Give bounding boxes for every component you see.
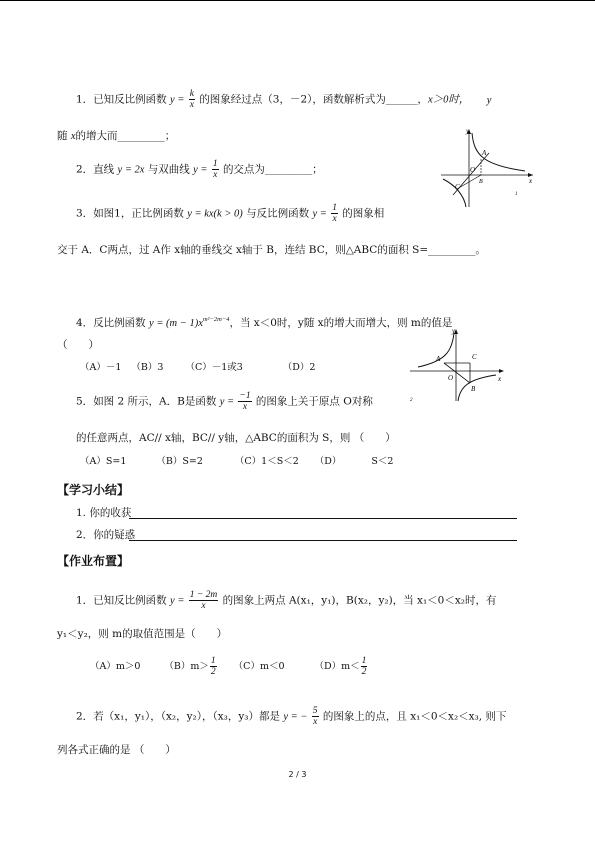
q1-text-a: 已知反比例函数	[93, 93, 167, 106]
q1-eq: y =	[170, 94, 185, 106]
summary-item-doubt: 2．你的疑惑	[76, 529, 136, 541]
hw1-line2: y₁＜y₂，则 m的取值范围是（ ）	[57, 628, 228, 640]
summary-heading: 【学习小结】	[57, 483, 130, 497]
fig1-curve-q1	[472, 133, 525, 171]
q4-option-c: （C）－1或3	[185, 362, 243, 373]
fig1-label-b: B	[479, 179, 483, 185]
page-number: 2 / 3	[288, 770, 307, 779]
summary-item-gain: 1. 你的收获	[76, 507, 132, 519]
hw2-line1: 2．若（x₁，y₁），（x₂，y₂），（x₃，y₃）都是 y = − $\frac{5}{x}$ 的图象上的点，且 x₁＜0＜x₂＜x₃, 则下	[76, 706, 507, 727]
header-rule	[0, 0, 595, 1]
q5-fraction: $\frac{-1}{x}$	[239, 391, 251, 412]
q5-line2: 的任意两点，AC// x轴，BC// y轴，△ABC的面积为 S，则 （ ）	[76, 432, 396, 444]
q5-option-c: （C）1＜S＜2	[234, 456, 299, 467]
q1-number: 1．	[76, 93, 94, 106]
q2-fraction: $\frac{1}{x}$	[212, 159, 218, 180]
figure-1	[437, 125, 537, 210]
figure-2	[408, 325, 506, 403]
hw1-option-b: （B）m＞	[164, 661, 209, 672]
q1-cond: x＞0时，	[427, 94, 470, 106]
fig2-caption: 2	[410, 398, 413, 403]
hw1-options: （A）m＞0 （B）m＞ $\frac{1}{2}$ （C）m＜0 （D）m＜ $\frac{1}{2}$	[90, 656, 367, 677]
q5-line1: 5．如图 2 所示，A．B是函数 y = $\frac{-1}{x}$ 的图象上关于原点 O对称	[76, 391, 373, 412]
q4-line1: 4．反比例函数 $y = (m - 1)x^{m^2-2m-4}$，当 x＜0时，y随 x的增大而增大，则 m的值是	[76, 316, 453, 329]
fig1-label-x: x	[529, 177, 533, 185]
fig1-label-c: C	[455, 183, 460, 191]
hw1-option-a: （A）m＞0	[90, 661, 141, 672]
fig2-label-o: O	[448, 374, 454, 382]
q1-line1	[76, 89, 491, 110]
q4-option-b: （B）3	[131, 362, 164, 373]
q1-line2: 随 x的增大而_________；	[57, 130, 176, 142]
fig2-label-x: x	[498, 375, 502, 383]
fig2-label-y: y	[452, 327, 456, 335]
q1-fraction: $\frac{k}{x}$	[189, 89, 194, 110]
hw2-fraction: $\frac{5}{x}$	[312, 706, 318, 727]
q5-option-d: （D）	[314, 456, 342, 467]
q4-option-d: （D）2	[282, 362, 316, 373]
q4-option-a: （A）－1	[80, 362, 122, 373]
hw1-option-c: （C）m＜0	[233, 661, 285, 672]
q4-options	[80, 361, 315, 375]
fig1-label-a: A	[482, 149, 487, 157]
hw1-line1: 1．已知反比例函数 y = $\frac{1 - 2m}{x}$ 的图象上两点 A(x₁，y₁)，B(x₂，y₂)，当 x₁＜0＜x₂时，有	[76, 590, 497, 611]
q1-y: y	[486, 94, 492, 106]
fig1-label-o: O	[470, 166, 476, 174]
hw1-option-d: （D）m＜	[314, 661, 360, 672]
q5-option-a: （A）S=1	[80, 456, 127, 467]
q4-paren: （ ）	[57, 339, 99, 351]
summary-doubt-line	[129, 540, 517, 541]
fig1-label-y: y	[466, 127, 470, 135]
fig2-label-a: A	[436, 355, 441, 363]
q2-line: 2．直线 y = 2x 与双曲线 y = $\frac{1}{x}$ 的交点为_________；	[76, 159, 323, 180]
hw1-fraction: $\frac{1 - 2m}{x}$	[189, 590, 218, 611]
q5-options	[80, 455, 393, 469]
q3-line2: 交于 A．C两点，过 A作 x轴的垂线交 x轴于 B，连结 BC，则△ABC的面积 S=_________。	[57, 244, 486, 256]
q5-option-b: （B）S=2	[156, 456, 203, 467]
hw2-line2: 列各式正确的是 （ ）	[57, 744, 176, 756]
fig2-label-c: C	[472, 353, 477, 361]
fig2-curve-q4	[458, 375, 496, 401]
q3-fraction: $\frac{1}{x}$	[332, 203, 337, 224]
fig1-caption: 1	[515, 192, 518, 197]
q1-text-b: 的图象经过点（3，－2），函数解析式为______，	[199, 93, 428, 106]
fig2-label-b: B	[471, 385, 476, 393]
summary-gain-line	[129, 518, 517, 519]
q3-line1: 3．如图1，正比例函数 y = kx(k > 0) 与反比例函数 y = $\frac{1}{x}$ 的图象相	[76, 203, 385, 224]
q5-option-d-value: S＜2	[371, 456, 394, 467]
homework-heading: 【作业布置】	[57, 554, 130, 568]
